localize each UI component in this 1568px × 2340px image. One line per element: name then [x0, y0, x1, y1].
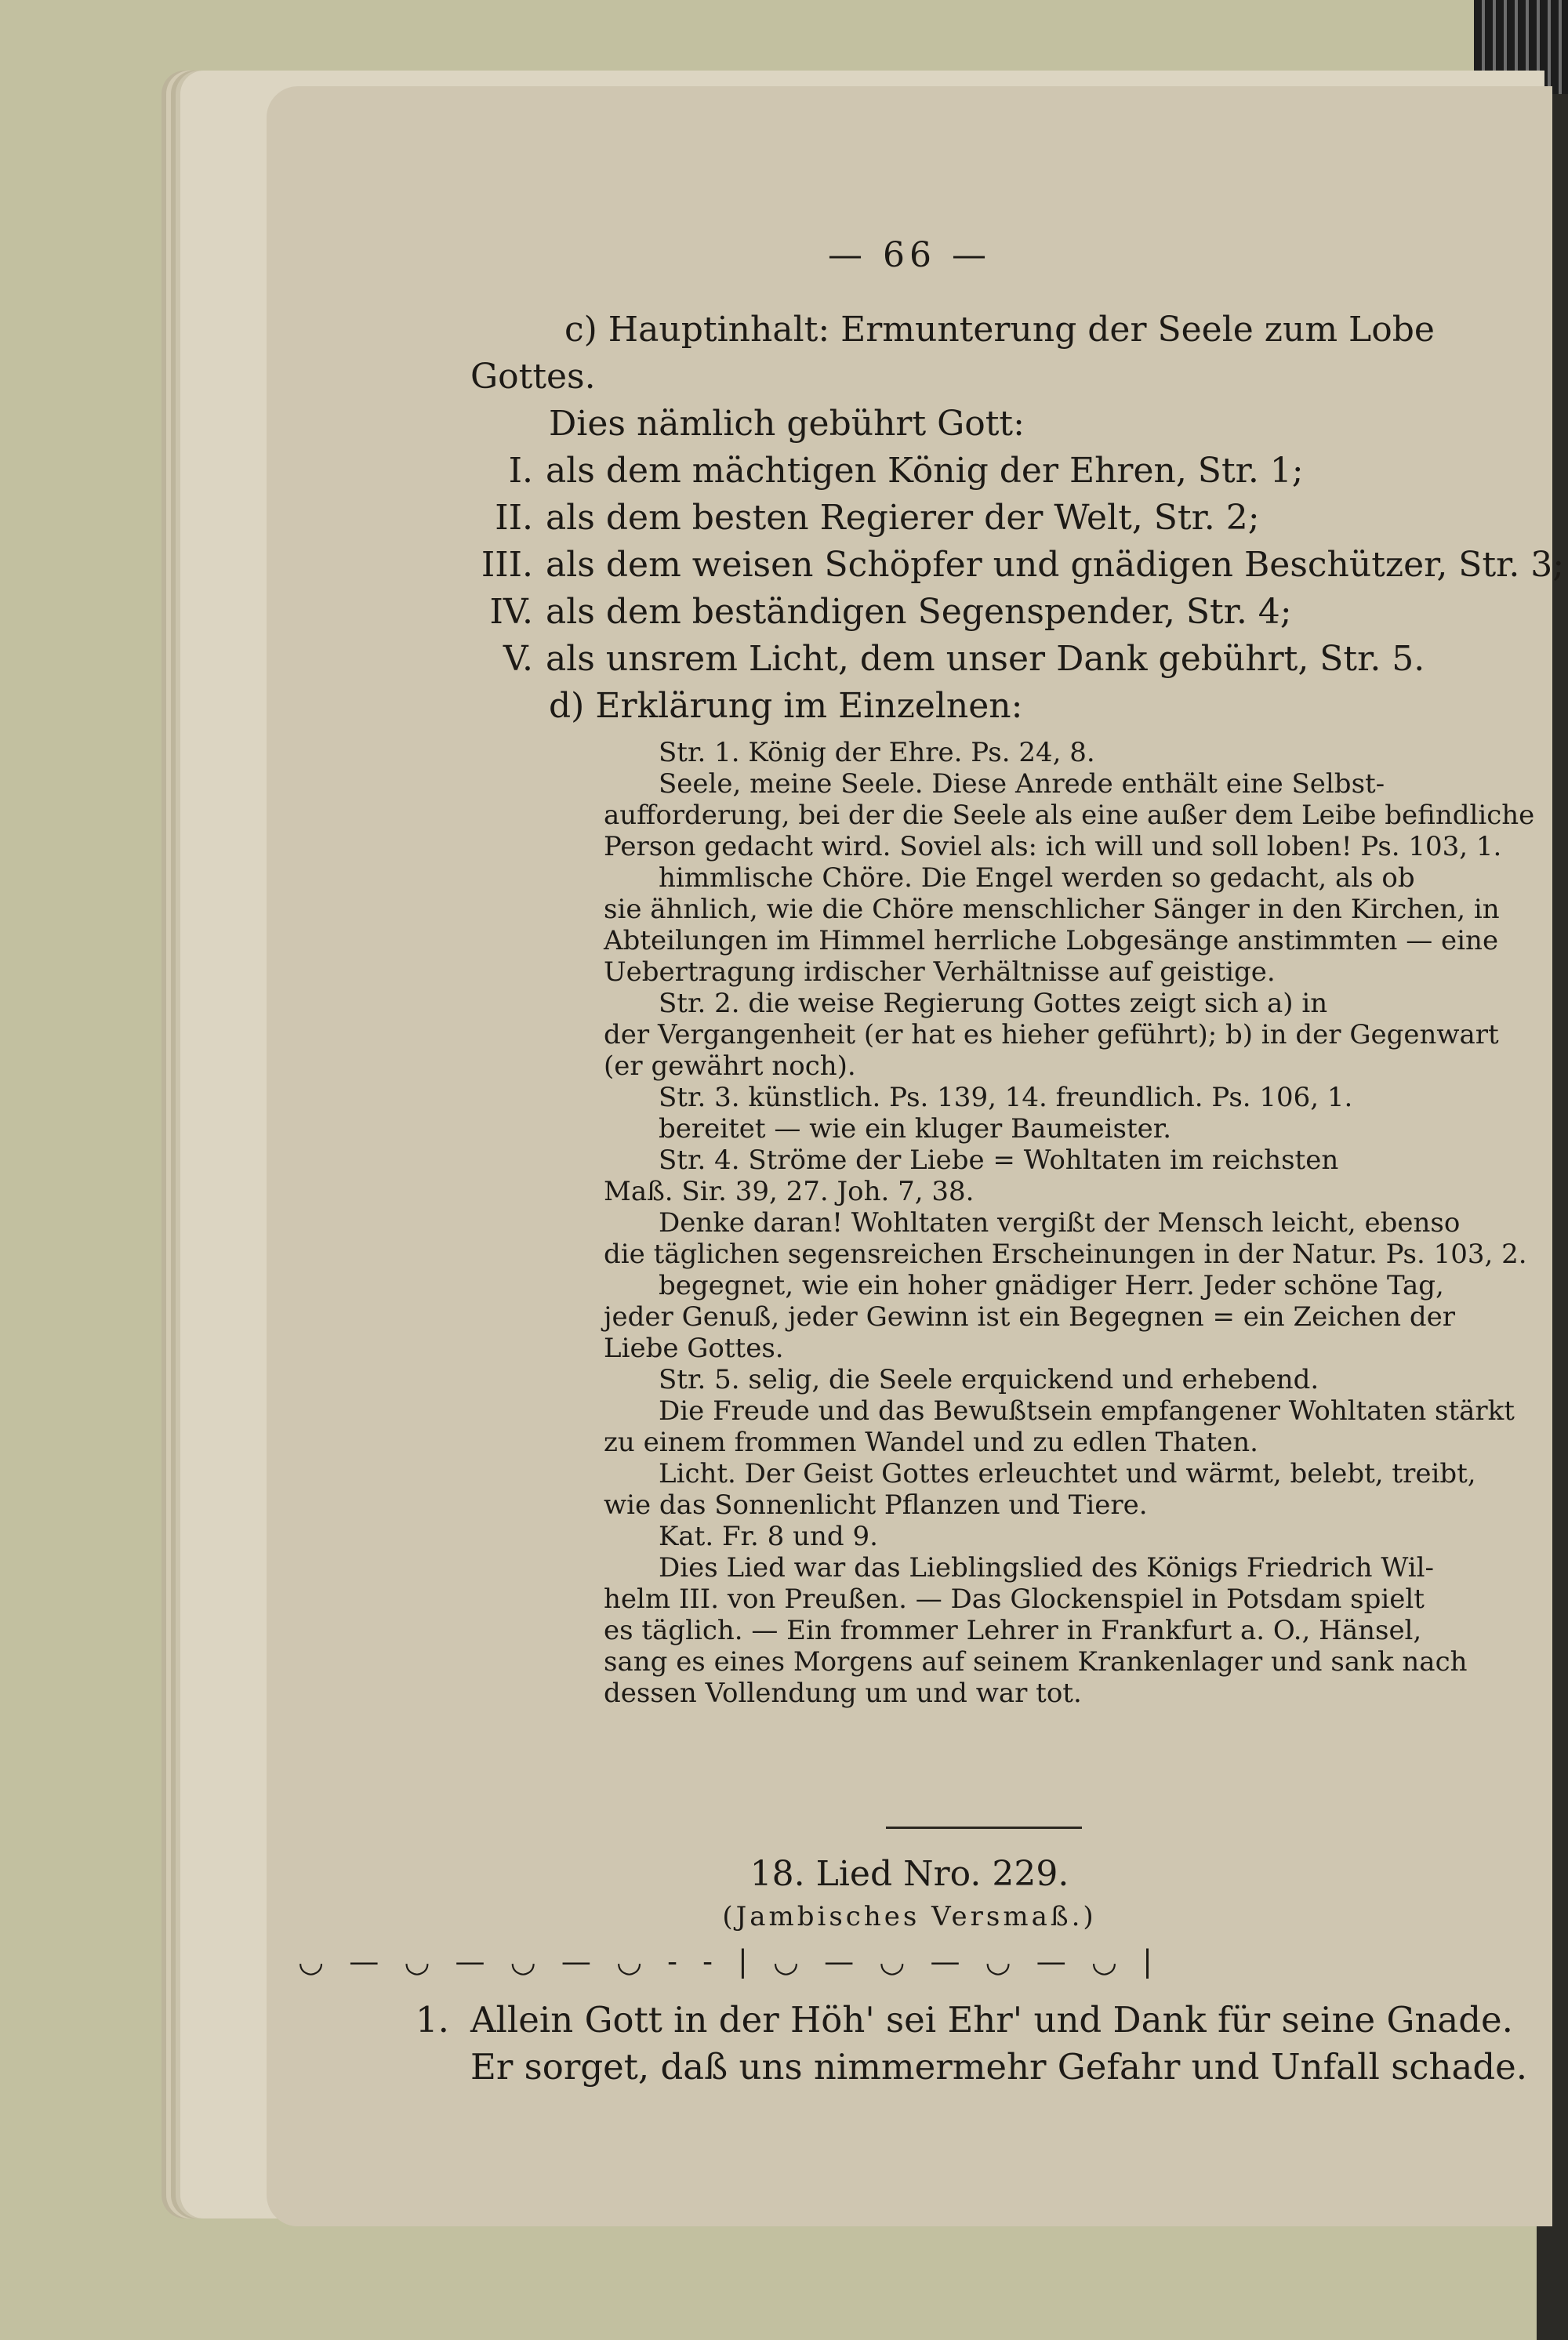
note-line: sang es eines Morgens auf seinem Krankenlager und sank nach: [604, 1646, 1468, 1678]
roman-numeral: III.: [481, 545, 533, 585]
note-line: himmlische Chöre. Die Engel werden so gedacht, als ob: [659, 862, 1415, 894]
note-line: Liebe Gottes.: [604, 1333, 784, 1364]
roman-numeral: I.: [508, 451, 533, 491]
roman-item-text: als dem weisen Schöpfer und gnädigen Beschützer, Str. 3;: [546, 545, 1565, 585]
note-line: sie ähnlich, wie die Chöre menschlicher Sänger in den Kirchen, in: [604, 894, 1500, 925]
note-line: es täglich. — Ein frommer Lehrer in Frankfurt a. O., Hänsel,: [604, 1615, 1422, 1646]
note-line: Dies Lied war das Lieblingslied des Königs Friedrich Wil-: [659, 1552, 1434, 1584]
note-line: Abteilungen im Himmel herrliche Lobgesänge anstimmten — eine: [604, 925, 1499, 956]
note-line: helm III. von Preußen. — Das Glockenspiel in Potsdam spielt: [604, 1584, 1425, 1615]
verse-text: Allein Gott in der Höh' sei Ehr' und Dank für seine Gnade.: [470, 1999, 1513, 2041]
header-line: Gottes.: [470, 357, 596, 397]
note-line: Seele, meine Seele. Diese Anrede enthält eine Selbst-: [659, 768, 1385, 800]
note-line: Denke daran! Wohltaten vergißt der Mensch leicht, ebenso: [659, 1207, 1461, 1239]
roman-item: [463, 592, 1292, 632]
roman-item-text: als dem besten Regierer der Welt, Str. 2;: [546, 498, 1260, 538]
roman-item: [463, 451, 1304, 491]
header-line: c) Hauptinhalt: Ermunterung der Seele zum Lobe: [564, 310, 1435, 350]
note-line: bereitet — wie ein kluger Baumeister.: [659, 1113, 1172, 1145]
roman-item-text: als unsrem Licht, dem unser Dank gebührt, Str. 5.: [546, 639, 1425, 679]
header-line: Dies nämlich gebührt Gott:: [549, 404, 1025, 444]
note-line: die täglichen segensreichen Erscheinungen in der Natur. Ps. 103, 2.: [604, 1239, 1527, 1270]
page-number: — 66 —: [828, 235, 991, 275]
meter-marks: ◡ — ◡ — ◡ — ◡ - - | ◡ — ◡ — ◡ — ◡ |: [298, 1944, 1160, 1979]
note-line: dessen Vollendung um und war tot.: [604, 1678, 1082, 1709]
note-line: Str. 2. die weise Regierung Gottes zeigt sich a) in: [659, 988, 1328, 1019]
roman-item-text: als dem mächtigen König der Ehren, Str. 1;: [546, 451, 1304, 491]
roman-numeral: IV.: [489, 592, 533, 632]
section-d-heading: d) Erklärung im Einzelnen:: [549, 686, 1023, 726]
note-line: (er gewährt noch).: [604, 1050, 856, 1082]
note-line: Str. 5. selig, die Seele erquickend und erhebend.: [659, 1364, 1319, 1395]
note-line: Str. 3. künstlich. Ps. 139, 14. freundlich. Ps. 106, 1.: [659, 1082, 1353, 1113]
note-line: Person gedacht wird. Soviel als: ich will und soll loben! Ps. 103, 1.: [604, 831, 1502, 862]
roman-item: [463, 639, 1425, 679]
verse-line-1: [416, 1999, 1513, 2041]
book-page: [267, 86, 1565, 2226]
note-line: Str. 1. König der Ehre. Ps. 24, 8.: [659, 737, 1095, 768]
verse-line-2: Er sorget, daß uns nimmermehr Gefahr und Unfall schade.: [470, 2046, 1528, 2088]
song-heading: 18. Lied Nro. 229.: [750, 1854, 1069, 1894]
roman-item: [463, 498, 1260, 538]
note-line: aufforderung, bei der die Seele als eine außer dem Leibe befindliche: [604, 800, 1535, 831]
roman-numeral: II.: [495, 498, 533, 538]
page-content: [267, 86, 1565, 2226]
note-line: Str. 4. Ströme der Liebe = Wohltaten im reichsten: [659, 1145, 1339, 1176]
note-line: Licht. Der Geist Gottes erleuchtet und wärmt, belebt, treibt,: [659, 1458, 1476, 1489]
section-divider: [886, 1827, 1082, 1829]
note-line: begegnet, wie ein hoher gnädiger Herr. Jeder schöne Tag,: [659, 1270, 1444, 1301]
roman-item: [463, 545, 1564, 585]
note-line: wie das Sonnenlicht Pflanzen und Tiere.: [604, 1489, 1148, 1521]
verse-number: 1.: [416, 1999, 449, 2041]
note-line: der Vergangenheit (er hat es hieher geführt); b) in der Gegenwart: [604, 1019, 1499, 1050]
roman-numeral: V.: [503, 639, 533, 679]
note-line: Uebertragung irdischer Verhältnisse auf geistige.: [604, 956, 1276, 988]
note-line: Die Freude und das Bewußtsein empfangener Wohltaten stärkt: [659, 1395, 1515, 1427]
roman-item-text: als dem beständigen Segenspender, Str. 4;: [546, 592, 1292, 632]
note-line: zu einem frommen Wandel und zu edlen Thaten.: [604, 1427, 1258, 1458]
note-line: Kat. Fr. 8 und 9.: [659, 1521, 878, 1552]
note-line: Maß. Sir. 39, 27. Joh. 7, 38.: [604, 1176, 975, 1207]
song-subheading: (Jambisches Versmaß.): [722, 1901, 1097, 1932]
note-line: jeder Genuß, jeder Gewinn ist ein Begegnen = ein Zeichen der: [604, 1301, 1455, 1333]
